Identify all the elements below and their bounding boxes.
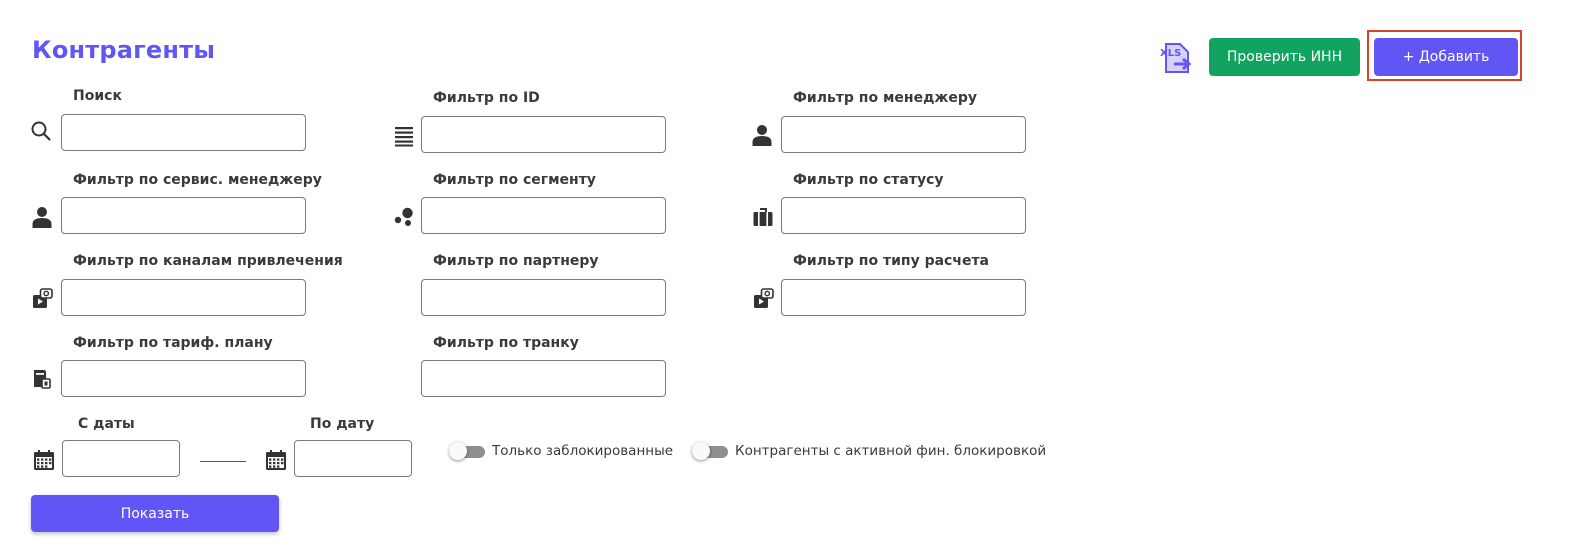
manager-filter-label: Фильтр по менеджеру [793,90,977,106]
trunk-filter-input[interactable] [421,360,666,397]
blocked-only-label: Только заблокированные [492,443,674,459]
page-title: Контрагенты [32,36,216,64]
tariff-filter-label: Фильтр по тариф. плану [73,335,273,351]
id-filter-label: Фильтр по ID [433,90,540,106]
id-filter-input[interactable] [421,116,666,153]
manager-filter-input[interactable] [781,116,1026,153]
date-from-label: С даты [78,416,135,432]
calendar-icon [33,449,55,471]
calendar-icon [265,449,287,471]
user-icon [751,124,773,146]
briefcase-icon [752,206,774,228]
partner-filter-input[interactable] [421,279,666,316]
channels-filter-label: Фильтр по каналам привлечения [73,253,343,269]
add-button[interactable]: + Добавить [1374,38,1518,76]
blocked-only-toggle[interactable] [449,442,485,460]
search-icon [30,120,52,142]
date-from-input[interactable] [62,440,180,477]
payment-type-filter-label: Фильтр по типу расчета [793,253,990,269]
user-icon [31,206,53,228]
segment-filter-label: Фильтр по сегменту [433,172,596,188]
segment-filter-input[interactable] [421,197,666,234]
date-to-input[interactable] [294,440,412,477]
list-icon [393,125,415,147]
partner-filter-label: Фильтр по партнеру [433,253,599,269]
show-button[interactable]: Показать [31,495,279,532]
status-filter-input[interactable] [781,197,1026,234]
segment-icon [393,206,415,228]
xls-export-icon[interactable] [1158,40,1194,76]
tariff-filter-input[interactable] [61,360,306,397]
channel-icon [31,288,53,310]
check-inn-button[interactable]: Проверить ИНН [1209,38,1360,76]
service-manager-filter-input[interactable] [61,197,306,234]
trunk-filter-label: Фильтр по транку [433,335,579,351]
service-manager-filter-label: Фильтр по сервис. менеджеру [73,172,322,188]
payment-icon [752,288,774,310]
date-range-separator [200,461,246,462]
date-to-label: По дату [310,416,375,432]
search-label: Поиск [73,88,122,104]
svg-text:XLS: XLS [1160,48,1182,59]
fin-block-toggle[interactable] [692,442,728,460]
search-input[interactable] [61,114,306,151]
tariff-icon [31,367,53,389]
status-filter-label: Фильтр по статусу [793,172,944,188]
fin-block-label: Контрагенты с активной фин. блокировкой [735,443,1047,459]
payment-type-filter-input[interactable] [781,279,1026,316]
channels-filter-input[interactable] [61,279,306,316]
